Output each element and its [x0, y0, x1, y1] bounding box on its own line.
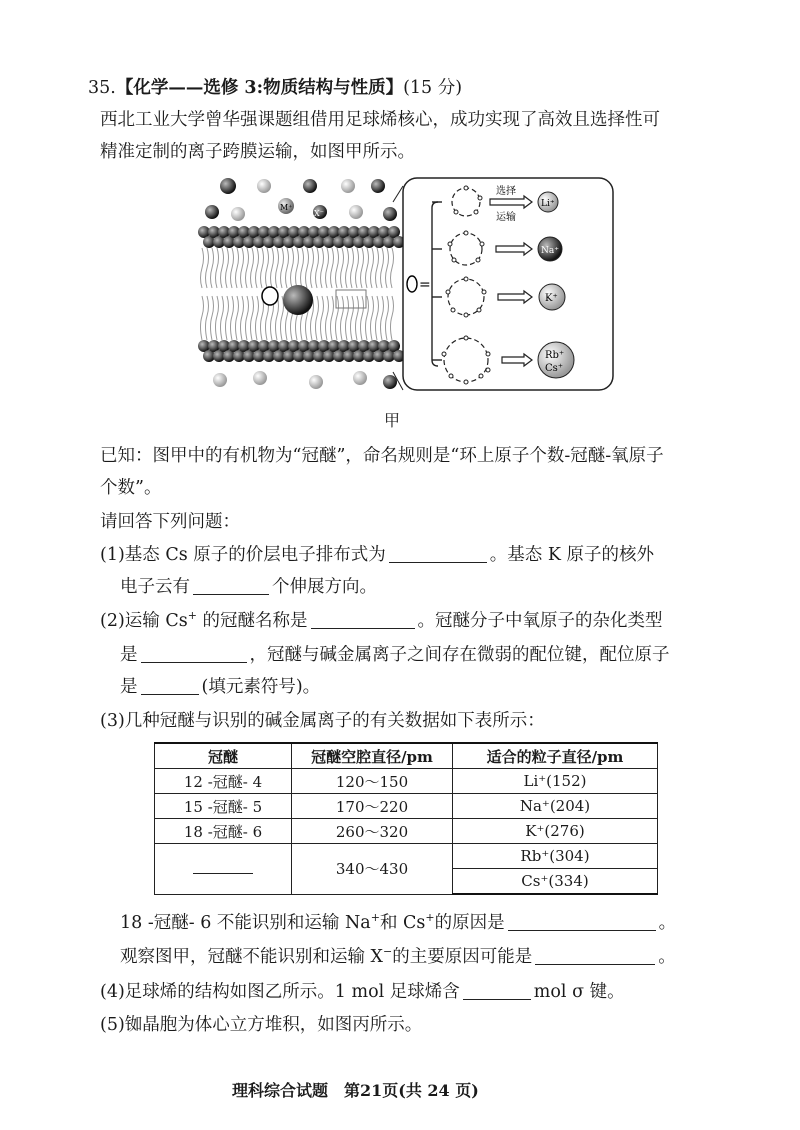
question-header [88, 76, 462, 100]
ion-m-label: M⁺ [280, 203, 293, 212]
table-cell: 340～430 [292, 844, 453, 895]
intro-line-1: 西北工业大学曾华强课题组借用足球烯核心，成功实现了高效且选择性可 [100, 110, 660, 130]
answer-prompt: 请回答下列问题： [100, 512, 240, 532]
question-number: 35. [88, 78, 116, 98]
crown-ether-table [154, 742, 658, 895]
q3-followup-1: 18 -冠醚- 6 不能识别和运输 Na+和 Cs+的原因是 。 [120, 911, 677, 933]
q2-line-1: (2)运输 Cs+ 的冠醚名称是 。冠醚分子中氧原子的杂化类型 [100, 609, 663, 631]
known-line-1: 已知：图甲中的有机物为“冠醚”，命名规则是“环上原子个数-冠醚-氧原子 [100, 446, 664, 466]
question-score: (15 分) [403, 78, 463, 98]
q1-line-2: 电子云有 个伸展方向。 [120, 577, 377, 597]
fullerene-core [283, 285, 313, 315]
figure-jia [198, 172, 618, 397]
ion-cs-label: Cs⁺ [545, 363, 564, 374]
table-cell: Li⁺(152) [453, 769, 658, 794]
membrane-transport-diagram [198, 172, 618, 397]
table-row [155, 794, 658, 819]
q2-blank-coord-atom[interactable] [141, 676, 199, 695]
q3-blank-reason-1[interactable] [508, 912, 656, 931]
table-cell: 170～220 [292, 794, 453, 819]
crown-ether-symbol [407, 276, 417, 292]
arrow-label-select: 选择 [496, 186, 516, 197]
table-cell: Na⁺(204) [453, 794, 658, 819]
ion-na-label: Na⁺ [541, 246, 559, 256]
q4-blank-sigma-bonds[interactable] [463, 981, 531, 1000]
channel-box [336, 290, 366, 308]
figure-caption: 甲 [384, 411, 401, 430]
ion-li-label: Li⁺ [541, 199, 555, 209]
bottom-ions [213, 371, 397, 389]
table-cell: K⁺(276) [453, 819, 658, 844]
table-cell: 260～320 [292, 819, 453, 844]
ion-rb-label: Rb⁺ [545, 350, 565, 361]
table-row [155, 769, 658, 794]
q2-blank-ether-name[interactable] [311, 610, 415, 629]
table-cell: 15 -冠醚- 5 [155, 794, 292, 819]
arrow-label-transport: 运输 [496, 212, 516, 223]
q2-blank-hybridization[interactable] [141, 644, 247, 663]
equals-sign: = [419, 277, 431, 293]
ion-k-label: K⁺ [545, 293, 558, 304]
q3-followup-2: 观察图甲，冠醚不能识别和运输 X−的主要原因可能是 。 [120, 945, 676, 967]
known-line-2: 个数”。 [100, 478, 162, 498]
table-cell: 12 -冠醚- 4 [155, 769, 292, 794]
table-header-cell: 冠醚空腔直径/pm [292, 743, 453, 769]
table-header-cell: 冠醚 [155, 743, 292, 769]
table-blank-cell[interactable] [155, 844, 292, 895]
q5-line: (5)铷晶胞为体心立方堆积，如图丙所示。 [100, 1015, 423, 1035]
table-header-row [155, 743, 658, 769]
question-section-title: 【化学——选修 3:物质结构与性质】 [115, 78, 404, 98]
q3-intro: (3)几种冠醚与识别的碱金属离子的有关数据如下表所示： [100, 711, 545, 731]
table-cell: Rb⁺(304) [453, 844, 658, 869]
table-cell: 18 -冠醚- 6 [155, 819, 292, 844]
q1-line-1: (1)基态 Cs 原子的价层电子排布式为 。基态 K 原子的核外 [100, 545, 654, 565]
q2-line-3: 是 (填元素符号)。 [120, 677, 321, 697]
q3-blank-reason-2[interactable] [535, 946, 655, 965]
page-footer: 理科综合试题 第21页(共 24 页) [232, 1081, 479, 1100]
table-header-cell: 适合的粒子直径/pm [453, 743, 658, 769]
table-row [155, 844, 658, 869]
top-ions [205, 178, 397, 221]
q1-blank-cs-config[interactable] [389, 544, 487, 563]
table-cell: 120～150 [292, 769, 453, 794]
q1-blank-orientations[interactable] [193, 576, 269, 595]
intro-line-2: 精准定制的离子跨膜运输，如图甲所示。 [100, 142, 415, 162]
q4-line: (4)足球烯的结构如图乙所示。1 mol 足球烯含 mol σ 键。 [100, 982, 625, 1002]
crown-ether-ring [262, 287, 278, 305]
ion-x-label: X⁻ [314, 209, 324, 218]
q2-line-2: 是 ，冠醚与碱金属离子之间存在微弱的配位键，配位原子 [120, 645, 670, 665]
table-row [155, 819, 658, 844]
table-cell: Cs⁺(334) [453, 869, 658, 895]
